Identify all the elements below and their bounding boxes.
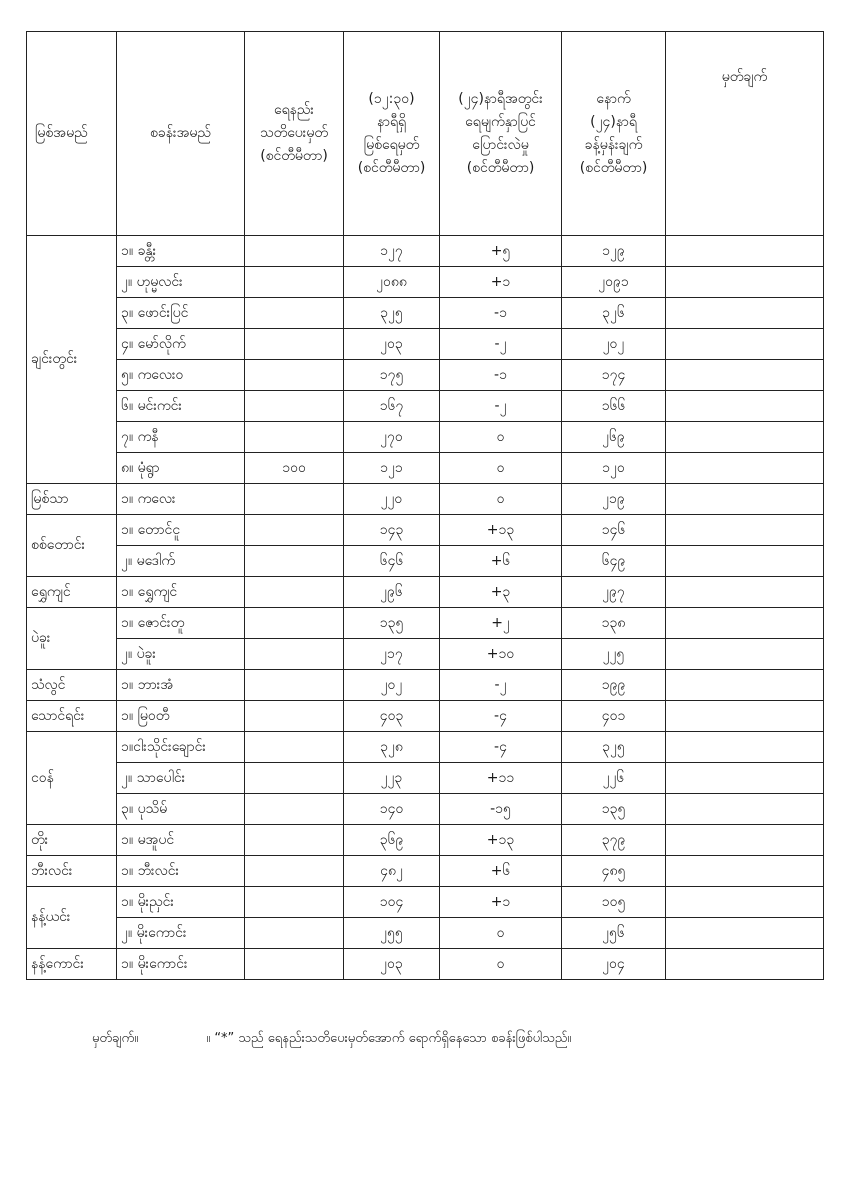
change-cell: ၀ (440, 484, 562, 515)
station-name-cell: ၆။ မင်းကင်း (117, 391, 245, 422)
danger-level-cell (245, 949, 344, 980)
danger-level-cell (245, 918, 344, 949)
change-cell: -၂ (440, 391, 562, 422)
remark-cell (666, 267, 824, 298)
change-cell: -၁ (440, 360, 562, 391)
forecast-cell: ၂၆၉ (562, 422, 666, 453)
remark-cell (666, 453, 824, 484)
station-name-cell: ၇။ ကနီ (117, 422, 245, 453)
station-name-cell: ၂။ ပဲခူး (117, 639, 245, 670)
forecast-cell: ၁၀၅ (562, 887, 666, 918)
header-forecast-24h: နောက် (၂၄)နာရီ ခန့်မှန်းချက် (စင်တီမီတာ) (562, 32, 666, 236)
forecast-cell: ၁၆၆ (562, 391, 666, 422)
river-name-cell: သံလွင် (27, 670, 117, 701)
danger-level-cell (245, 825, 344, 856)
table-row (27, 422, 824, 453)
remark-cell (666, 918, 824, 949)
current-level-cell: ၁၀၄ (344, 887, 440, 918)
forecast-cell: ၂၀၉၁ (562, 267, 666, 298)
change-cell: -၂ (440, 670, 562, 701)
forecast-cell: ၄၀၁ (562, 701, 666, 732)
river-level-table (26, 31, 824, 980)
change-cell: +၁၃ (440, 515, 562, 546)
table-row (27, 608, 824, 639)
table-row (27, 763, 824, 794)
forecast-cell: ၁၇၄ (562, 360, 666, 391)
forecast-cell: ၁၃၅ (562, 794, 666, 825)
current-level-cell: ၁၇၅ (344, 360, 440, 391)
station-name-cell: ၁။ မိုးညှင်း (117, 887, 245, 918)
remark-cell (666, 825, 824, 856)
current-level-cell: ၄၀၃ (344, 701, 440, 732)
table-row (27, 329, 824, 360)
current-level-cell: ၂၉၆ (344, 577, 440, 608)
danger-level-cell (245, 608, 344, 639)
station-name-cell: ၁။ ဇောင်းတူ (117, 608, 245, 639)
table-row (27, 701, 824, 732)
table-row (27, 515, 824, 546)
forecast-cell: ၁၂၀ (562, 453, 666, 484)
remark-cell (666, 887, 824, 918)
river-name-cell: တိုး (27, 825, 117, 856)
current-level-cell: ၂၀၂ (344, 670, 440, 701)
station-name-cell: ၁။ ရွှေကျင် (117, 577, 245, 608)
remark-cell (666, 391, 824, 422)
table-row (27, 825, 824, 856)
river-name-cell: မြစ်သာ (27, 484, 117, 515)
current-level-cell: ၂၂၀ (344, 484, 440, 515)
current-level-cell: ၂၅၅ (344, 918, 440, 949)
remark-cell (666, 639, 824, 670)
river-name-cell: သောင်ရင်း (27, 701, 117, 732)
station-name-cell: ၁။ ဘီးလင်း (117, 856, 245, 887)
change-cell: ၀ (440, 918, 562, 949)
station-name-cell: ၅။ ကလေးဝ (117, 360, 245, 391)
river-name-cell: ရွှေကျင် (27, 577, 117, 608)
header-remarks: မှတ်ချက် (666, 32, 824, 236)
danger-level-cell (245, 298, 344, 329)
danger-level-cell (245, 422, 344, 453)
remark-cell (666, 422, 824, 453)
river-name-cell: ပဲခူး (27, 608, 117, 670)
table-row (27, 484, 824, 515)
remark-cell (666, 360, 824, 391)
station-name-cell: ၈။ မုံရွာ (117, 453, 245, 484)
forecast-cell: ၆၄၉ (562, 546, 666, 577)
station-name-cell: ၄။ မော်လိုက် (117, 329, 245, 360)
danger-level-cell (245, 670, 344, 701)
remark-cell (666, 949, 824, 980)
change-cell: -၂ (440, 329, 562, 360)
remark-cell (666, 763, 824, 794)
change-cell: -၁ (440, 298, 562, 329)
current-level-cell: ၄၈၂ (344, 856, 440, 887)
header-danger-level: ရေနည်း သတိပေးမှတ် (စင်တီမီတာ) (245, 32, 344, 236)
table-row (27, 794, 824, 825)
change-cell: +၆ (440, 546, 562, 577)
current-level-cell: ၁၃၅ (344, 608, 440, 639)
forecast-cell: ၃၇၉ (562, 825, 666, 856)
forecast-cell: ၂၉၇ (562, 577, 666, 608)
danger-level-cell (245, 329, 344, 360)
river-name-cell: နန့်ယင်း (27, 887, 117, 949)
table-row (27, 949, 824, 980)
current-level-cell: ၁၂၇ (344, 236, 440, 267)
change-cell: +၁၀ (440, 639, 562, 670)
table-body (27, 236, 824, 980)
danger-level-cell (245, 577, 344, 608)
remark-cell (666, 484, 824, 515)
river-name-cell: ချင်းတွင်း (27, 236, 117, 484)
forecast-cell: ၁၃၈ (562, 608, 666, 639)
remark-cell (666, 577, 824, 608)
station-name-cell: ၁။ ခန္တီး (117, 236, 245, 267)
danger-level-cell (245, 732, 344, 763)
current-level-cell: ၁၄၃ (344, 515, 440, 546)
forecast-cell: ၃၂၆ (562, 298, 666, 329)
danger-level-cell (245, 515, 344, 546)
forecast-cell: ၁၄၆ (562, 515, 666, 546)
footnote-text: ။ “*” သည် ရေနည်းသတိပေးမှတ်အောက် ရောက်ရှိနေသော စခန်းဖြစ်ပါသည်။ (206, 1031, 572, 1046)
table-row (27, 577, 824, 608)
forecast-cell: ၂၂၅ (562, 639, 666, 670)
remark-cell (666, 732, 824, 763)
river-name-cell: ငဝန် (27, 732, 117, 825)
table-row (27, 670, 824, 701)
danger-level-cell (245, 794, 344, 825)
change-cell: ၀ (440, 949, 562, 980)
table-row (27, 546, 824, 577)
station-name-cell: ၁။ မြဝတီ (117, 701, 245, 732)
river-name-cell: ဘီးလင်း (27, 856, 117, 887)
current-level-cell: ၁၄၀ (344, 794, 440, 825)
remark-cell (666, 546, 824, 577)
danger-level-cell: ၁၀၀ (245, 453, 344, 484)
station-name-cell: ၁။ ကလေး (117, 484, 245, 515)
change-cell: +၁၃ (440, 825, 562, 856)
table-row (27, 453, 824, 484)
table-row (27, 267, 824, 298)
current-level-cell: ၂၀၃ (344, 949, 440, 980)
danger-level-cell (245, 391, 344, 422)
forecast-cell: ၃၂၅ (562, 732, 666, 763)
danger-level-cell (245, 701, 344, 732)
table-row (27, 856, 824, 887)
remark-cell (666, 701, 824, 732)
remark-cell (666, 794, 824, 825)
station-name-cell: ၁။ မိုးကောင်း (117, 949, 245, 980)
change-cell: -၄ (440, 732, 562, 763)
danger-level-cell (245, 887, 344, 918)
current-level-cell: ၂၂၃ (344, 763, 440, 794)
danger-level-cell (245, 236, 344, 267)
current-level-cell: ၃၆၉ (344, 825, 440, 856)
station-name-cell: ၂။ ဟုမ္မလင်း (117, 267, 245, 298)
forecast-cell: ၂၂၆ (562, 763, 666, 794)
remark-cell (666, 298, 824, 329)
change-cell: ၀ (440, 422, 562, 453)
change-cell: +၅ (440, 236, 562, 267)
remark-cell (666, 856, 824, 887)
change-cell: +၁ (440, 887, 562, 918)
current-level-cell: ၁၆၇ (344, 391, 440, 422)
forecast-cell: ၁၉၉ (562, 670, 666, 701)
change-cell: +၂ (440, 608, 562, 639)
forecast-cell: ၄၈၅ (562, 856, 666, 887)
current-level-cell: ၂၀၈၈ (344, 267, 440, 298)
forecast-cell: ၂၁၉ (562, 484, 666, 515)
remark-cell (666, 608, 824, 639)
table-row (27, 391, 824, 422)
forecast-cell: ၁၂၉ (562, 236, 666, 267)
station-name-cell: ၂။ မဒေါက် (117, 546, 245, 577)
table-row (27, 639, 824, 670)
header-river: မြစ်အမည် (27, 32, 117, 236)
table-row (27, 236, 824, 267)
station-name-cell: ၁။ မအူပင် (117, 825, 245, 856)
table-row (27, 360, 824, 391)
table-row (27, 732, 824, 763)
header-station: စခန်းအမည် (117, 32, 245, 236)
current-level-cell: ၂၇၀ (344, 422, 440, 453)
remark-cell (666, 329, 824, 360)
change-cell: +၃ (440, 577, 562, 608)
danger-level-cell (245, 763, 344, 794)
table-row (27, 918, 824, 949)
header-change-24h: (၂၄)နာရီအတွင်း ရေမျက်နှာပြင် ပြောင်းလဲမှု (စင်တီမီတာ) (440, 32, 562, 236)
header-row (27, 32, 824, 236)
river-name-cell: စစ်တောင်း (27, 515, 117, 577)
river-name-cell: နန့်ကောင်း (27, 949, 117, 980)
header-current-level: (၁၂:၃၀) နာရီရှိ မြစ်ရေမှတ် (စင်တီမီတာ) (344, 32, 440, 236)
forecast-cell: ၂၅၆ (562, 918, 666, 949)
change-cell: +၁၁ (440, 763, 562, 794)
current-level-cell: ၃၂၅ (344, 298, 440, 329)
table-row (27, 298, 824, 329)
current-level-cell: ၁၂၁ (344, 453, 440, 484)
station-name-cell: ၃။ ဖောင်းပြင် (117, 298, 245, 329)
station-name-cell: ၃။ ပုသိမ် (117, 794, 245, 825)
danger-level-cell (245, 360, 344, 391)
current-level-cell: ၂၁၇ (344, 639, 440, 670)
danger-level-cell (245, 484, 344, 515)
current-level-cell: ၆၄၆ (344, 546, 440, 577)
remark-cell (666, 236, 824, 267)
change-cell: +၁ (440, 267, 562, 298)
footnote-label: မှတ်ချက်။ (92, 1031, 139, 1046)
station-name-cell: ၁။ တောင်ငူ (117, 515, 245, 546)
change-cell: -၄ (440, 701, 562, 732)
table-row (27, 887, 824, 918)
change-cell: -၁၅ (440, 794, 562, 825)
danger-level-cell (245, 856, 344, 887)
danger-level-cell (245, 267, 344, 298)
danger-level-cell (245, 546, 344, 577)
forecast-cell: ၂၀၄ (562, 949, 666, 980)
station-name-cell: ၂။ မိုးကောင်း (117, 918, 245, 949)
station-name-cell: ၁။ငါးသိုင်းချောင်း (117, 732, 245, 763)
current-level-cell: ၂၀၃ (344, 329, 440, 360)
current-level-cell: ၃၂၈ (344, 732, 440, 763)
remark-cell (666, 515, 824, 546)
remark-cell (666, 670, 824, 701)
footnote (92, 1030, 571, 1049)
forecast-cell: ၂၀၂ (562, 329, 666, 360)
station-name-cell: ၂။ သာပေါင်း (117, 763, 245, 794)
station-name-cell: ၁။ ဘားအံ (117, 670, 245, 701)
change-cell: ၀ (440, 453, 562, 484)
danger-level-cell (245, 639, 344, 670)
change-cell: +၆ (440, 856, 562, 887)
